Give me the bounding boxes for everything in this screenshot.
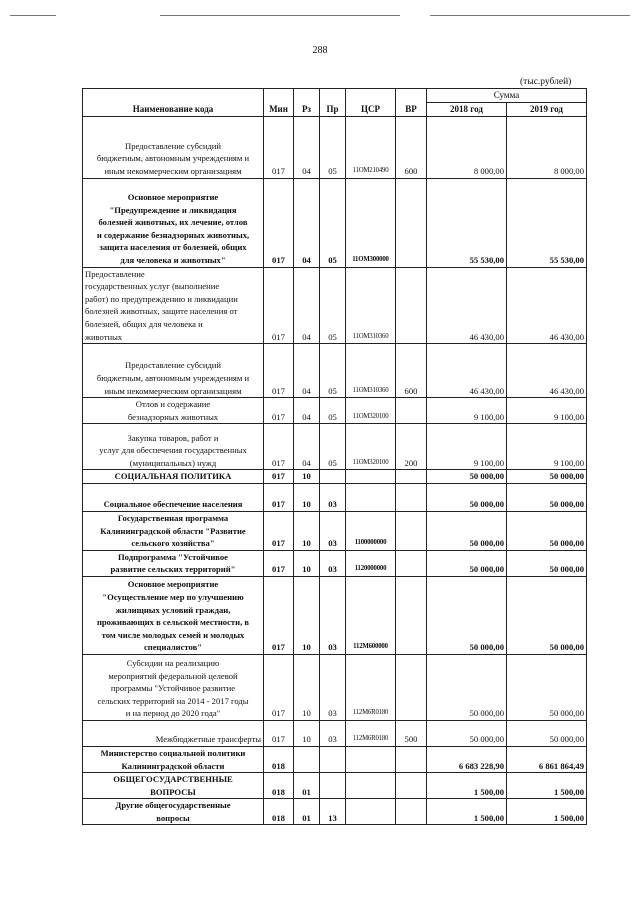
min-cell: 017 [264, 576, 294, 654]
csr-cell [346, 773, 396, 799]
name-cell: Государственная программа Калининградской области "Развитие сельского хозяйства" [83, 511, 264, 550]
sum-2019-cell: 6 861 864,49 [507, 746, 587, 772]
sum-2019-cell: 1 500,00 [507, 799, 587, 825]
csr-cell [346, 799, 396, 825]
name-cell: Предоставление субсидий бюджетным, автономным учреждениям и иным некоммерческим организациям [83, 344, 264, 398]
header-2019: 2019 год [507, 102, 587, 116]
name-cell: Социальное обеспечение населения [83, 483, 264, 511]
header-pr: Пр [320, 89, 346, 117]
sum-2019-cell: 50 000,00 [507, 576, 587, 654]
pr-cell: 13 [320, 799, 346, 825]
csr-cell: 112М6R0180 [346, 720, 396, 746]
scan-artifact-line [430, 15, 630, 16]
min-cell: 017 [264, 720, 294, 746]
name-cell: Другие общегосударственные вопросы [83, 799, 264, 825]
min-cell: 017 [264, 424, 294, 470]
header-min: Мин [264, 89, 294, 117]
table-row [83, 116, 587, 178]
name-cell: Закупка товаров, работ и услуг для обеспечения государственных (муниципальных) нужд [83, 424, 264, 470]
csr-cell: 112М600000 [346, 576, 396, 654]
sum-2018-cell: 6 683 228,90 [427, 746, 507, 772]
sum-2019-cell: 46 430,00 [507, 267, 587, 344]
name-cell: Подпрограмма "Устойчивое развитие сельских территорий" [83, 550, 264, 576]
rz-cell: 10 [294, 511, 320, 550]
sum-2018-cell: 9 100,00 [427, 398, 507, 424]
name-cell: Межбюджетные трансферты [83, 720, 264, 746]
sum-2018-cell: 50 000,00 [427, 654, 507, 720]
pr-cell: 03 [320, 550, 346, 576]
table-row [83, 344, 587, 398]
name-cell: Министерство социальной политики Калининградской области [83, 746, 264, 772]
min-cell: 017 [264, 511, 294, 550]
min-cell: 018 [264, 799, 294, 825]
rz-cell: 04 [294, 424, 320, 470]
sum-2019-cell: 50 000,00 [507, 654, 587, 720]
csr-cell [346, 483, 396, 511]
csr-cell: 11ОМ300000 [346, 178, 396, 267]
name-cell: Основное мероприятие "Осуществление мер по улучшению жилищных условий граждан, проживающих в сельской местности, в том числе молодых семей и молодых специалистов" [83, 576, 264, 654]
name-cell: Предоставление субсидий бюджетным, автономным учреждениям и иным некоммерческим организациям [83, 116, 264, 178]
page-number: 288 [312, 45, 328, 56]
table-header [83, 89, 587, 117]
rz-cell: 04 [294, 178, 320, 267]
pr-cell: 03 [320, 720, 346, 746]
rz-cell: 04 [294, 398, 320, 424]
name-cell: Отлов и содержание безнадзорных животных [83, 398, 264, 424]
table-row [83, 483, 587, 511]
pr-cell: 03 [320, 654, 346, 720]
rz-cell: 10 [294, 470, 320, 484]
pr-cell [320, 746, 346, 772]
vr-cell: 600 [396, 344, 427, 398]
sum-2019-cell: 1 500,00 [507, 773, 587, 799]
header-rz: Рз [294, 89, 320, 117]
sum-2019-cell: 50 000,00 [507, 550, 587, 576]
pr-cell: 05 [320, 344, 346, 398]
min-cell: 017 [264, 178, 294, 267]
vr-cell [396, 746, 427, 772]
sum-2019-cell: 8 000,00 [507, 116, 587, 178]
name-cell: СОЦИАЛЬНАЯ ПОЛИТИКА [83, 470, 264, 484]
vr-cell [396, 398, 427, 424]
table-body [83, 116, 587, 825]
pr-cell: 03 [320, 576, 346, 654]
sum-2018-cell: 46 430,00 [427, 344, 507, 398]
rz-cell: 04 [294, 344, 320, 398]
pr-cell: 05 [320, 424, 346, 470]
header-name: Наименование кода [83, 89, 264, 117]
table-row [83, 576, 587, 654]
sum-2018-cell: 1 500,00 [427, 799, 507, 825]
csr-cell: 1100000000 [346, 511, 396, 550]
pr-cell: 05 [320, 398, 346, 424]
min-cell: 017 [264, 267, 294, 344]
min-cell: 017 [264, 654, 294, 720]
table-row [83, 267, 587, 344]
min-cell: 017 [264, 116, 294, 178]
vr-cell [396, 470, 427, 484]
csr-cell: 11ОМ310360 [346, 344, 396, 398]
sum-2019-cell: 9 100,00 [507, 398, 587, 424]
sum-2018-cell: 9 100,00 [427, 424, 507, 470]
rz-cell: 10 [294, 576, 320, 654]
pr-cell [320, 470, 346, 484]
csr-cell: 11ОМ210490 [346, 116, 396, 178]
sum-2018-cell: 8 000,00 [427, 116, 507, 178]
sum-2018-cell: 55 530,00 [427, 178, 507, 267]
rz-cell: 10 [294, 654, 320, 720]
header-2018: 2018 год [427, 102, 507, 116]
rz-cell: 01 [294, 773, 320, 799]
table-row [83, 720, 587, 746]
table-row [83, 398, 587, 424]
vr-cell [396, 483, 427, 511]
rz-cell [294, 746, 320, 772]
vr-cell [396, 178, 427, 267]
name-cell: Субсидии на реализацию мероприятий федеральной целевой программы "Устойчивое развитие сельских территорий на 2014 - 2017 годы и на период до 2020 года" [83, 654, 264, 720]
min-cell: 018 [264, 746, 294, 772]
rz-cell: 10 [294, 550, 320, 576]
scan-artifact-line [10, 15, 56, 16]
csr-cell: 112М6R0180 [346, 654, 396, 720]
sum-2019-cell: 50 000,00 [507, 470, 587, 484]
vr-cell [396, 576, 427, 654]
vr-cell: 500 [396, 720, 427, 746]
sum-2019-cell: 9 100,00 [507, 424, 587, 470]
table-row [83, 511, 587, 550]
csr-cell: 11ОМ320100 [346, 424, 396, 470]
units-label: (тыс.рублей) [520, 77, 572, 87]
rz-cell: 10 [294, 483, 320, 511]
sum-2018-cell: 50 000,00 [427, 576, 507, 654]
min-cell: 017 [264, 470, 294, 484]
rz-cell: 04 [294, 116, 320, 178]
sum-2018-cell: 46 430,00 [427, 267, 507, 344]
pr-cell: 03 [320, 511, 346, 550]
name-cell: Предоставление государственных услуг (выполнение работ) по предупреждению и ликвидации болезней животных, защите населения от болезней, общих для человека и животных [83, 267, 264, 344]
table-row [83, 773, 587, 799]
min-cell: 018 [264, 773, 294, 799]
table-row [83, 550, 587, 576]
pr-cell: 05 [320, 267, 346, 344]
sum-2018-cell: 50 000,00 [427, 550, 507, 576]
table-row [83, 178, 587, 267]
sum-2018-cell: 50 000,00 [427, 470, 507, 484]
header-csr: ЦСР [346, 89, 396, 117]
table-row [83, 654, 587, 720]
table-row [83, 424, 587, 470]
pr-cell [320, 773, 346, 799]
min-cell: 017 [264, 344, 294, 398]
vr-cell [396, 799, 427, 825]
table-row [83, 470, 587, 484]
min-cell: 017 [264, 483, 294, 511]
rz-cell: 01 [294, 799, 320, 825]
vr-cell [396, 267, 427, 344]
pr-cell: 05 [320, 178, 346, 267]
scan-artifact-line [160, 15, 400, 16]
sum-2018-cell: 50 000,00 [427, 511, 507, 550]
vr-cell [396, 511, 427, 550]
sum-2018-cell: 1 500,00 [427, 773, 507, 799]
csr-cell: 11ОМ310360 [346, 267, 396, 344]
sum-2019-cell: 50 000,00 [507, 483, 587, 511]
pr-cell: 03 [320, 483, 346, 511]
csr-cell: 11ОМ320100 [346, 398, 396, 424]
min-cell: 017 [264, 398, 294, 424]
budget-table [82, 88, 587, 825]
sum-2018-cell: 50 000,00 [427, 483, 507, 511]
min-cell: 017 [264, 550, 294, 576]
vr-cell: 200 [396, 424, 427, 470]
sum-2019-cell: 55 530,00 [507, 178, 587, 267]
table-row [83, 746, 587, 772]
csr-cell [346, 746, 396, 772]
vr-cell: 600 [396, 116, 427, 178]
header-vr: ВР [396, 89, 427, 117]
sum-2019-cell: 50 000,00 [507, 720, 587, 746]
vr-cell [396, 654, 427, 720]
header-sum: Сумма [427, 89, 587, 103]
rz-cell: 10 [294, 720, 320, 746]
sum-2019-cell: 50 000,00 [507, 511, 587, 550]
rz-cell: 04 [294, 267, 320, 344]
pr-cell: 05 [320, 116, 346, 178]
vr-cell [396, 773, 427, 799]
table-row [83, 799, 587, 825]
vr-cell [396, 550, 427, 576]
name-cell: ОБЩЕГОСУДАРСТВЕННЫЕ ВОПРОСЫ [83, 773, 264, 799]
sum-2018-cell: 50 000,00 [427, 720, 507, 746]
csr-cell: 1120000000 [346, 550, 396, 576]
csr-cell [346, 470, 396, 484]
name-cell: Основное мероприятие "Предупреждение и ликвидация болезней животных, их лечение, отлов и содержание безнадзорных животных, защита населения от болезней, общих для человека и животных" [83, 178, 264, 267]
sum-2019-cell: 46 430,00 [507, 344, 587, 398]
